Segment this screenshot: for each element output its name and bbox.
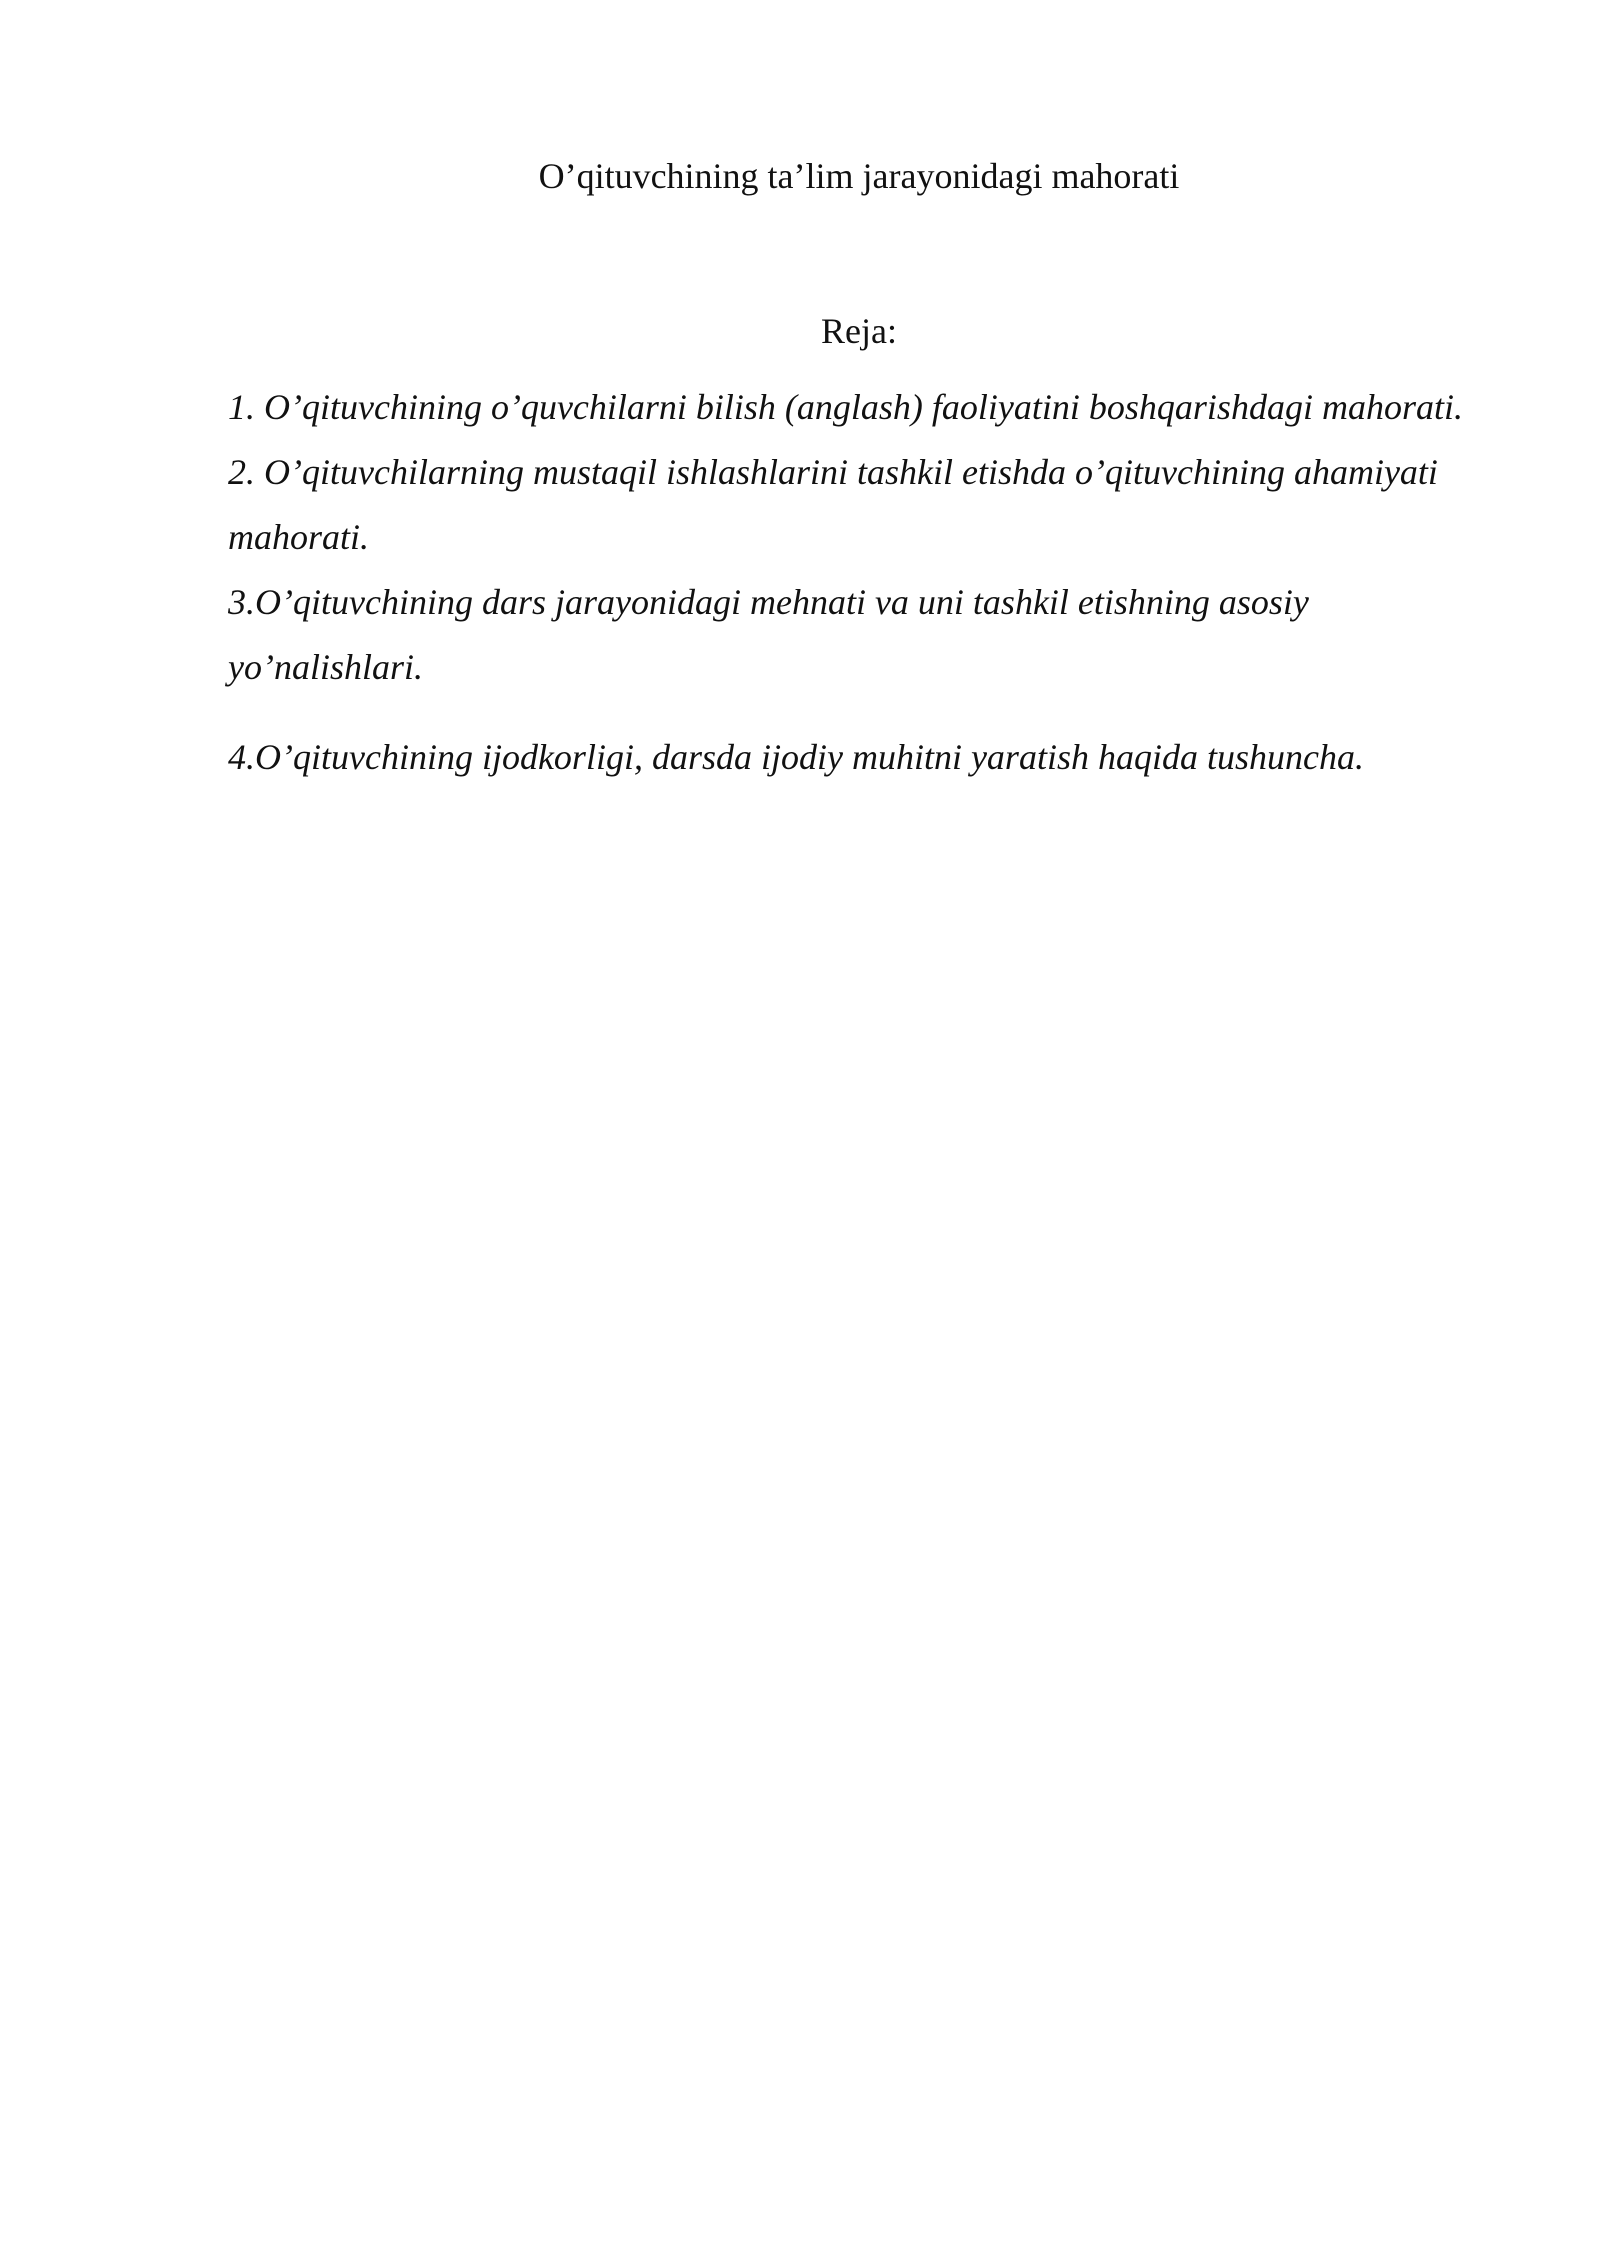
- plan-item-4: 4.O’qituvchining ijodkorligi, darsda ijodiy muhitni yaratish haqida tushuncha.: [228, 737, 1364, 777]
- plan-item-3: 3.O’qituvchining dars jarayonidagi mehnati va uni tashkil etishning asosiy yo’nalishlari.: [228, 582, 1309, 687]
- document-title: O’qituvchining ta’lim jarayonidagi mahorati: [538, 156, 1180, 196]
- plan-list: [228, 375, 1478, 790]
- plan-heading: Reja:: [821, 311, 897, 351]
- plan-item-2: 2. O’qituvchilarning mustaqil ishlashlarini tashkil etishda o’qituvchining ahamiyati mahorati.: [228, 452, 1438, 557]
- plan-item-1: 1. O’qituvchining o’quvchilarni bilish (anglash) faoliyatini boshqarishdagi mahorati.: [228, 387, 1463, 427]
